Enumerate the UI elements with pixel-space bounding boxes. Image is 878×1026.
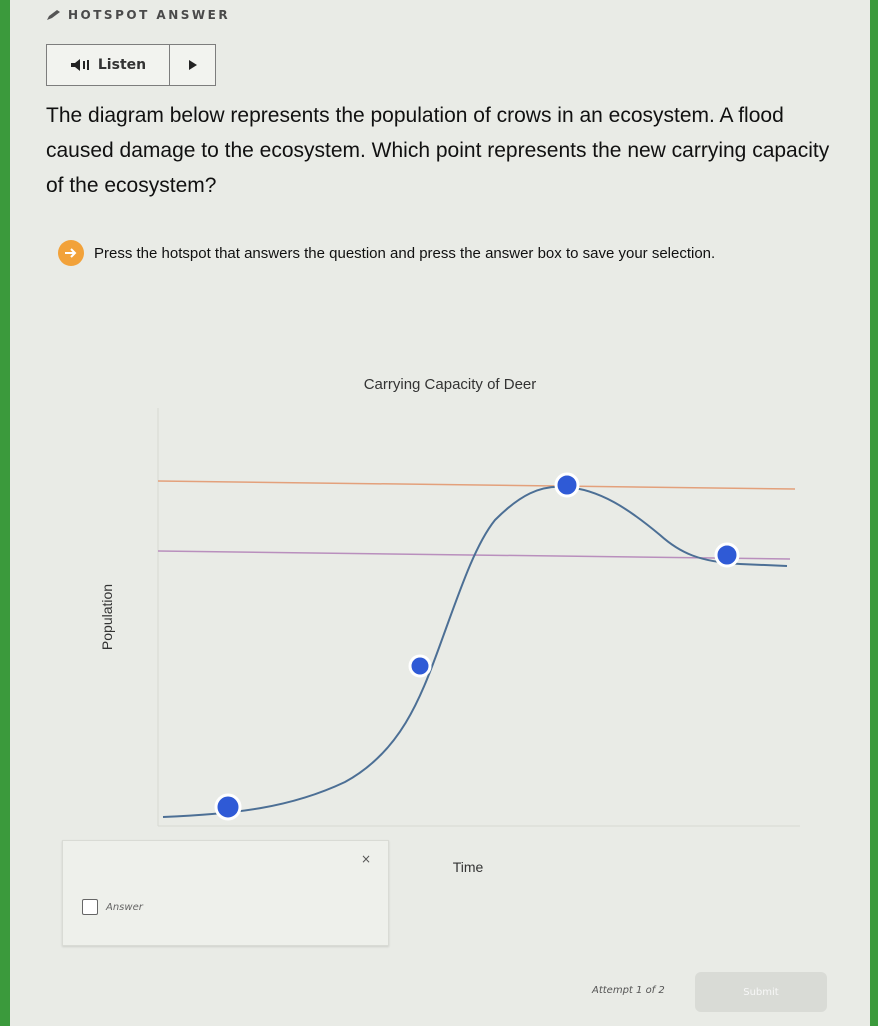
close-icon[interactable]: ×: [361, 852, 372, 866]
y-axis-label: Population: [99, 583, 115, 651]
instruction-text: Press the hotspot that answers the question and press the answer box to save your selection.: [94, 244, 716, 262]
attempt-counter: Attempt 1 of 2: [592, 985, 665, 996]
question-text: The diagram below represents the population of crows in an ecosystem. A flood caused damage to the ecosystem. Which point represents the new carrying capacity of the ecosystem?: [46, 104, 830, 197]
answer-checkbox[interactable]: [82, 899, 98, 915]
listen-label: Listen: [97, 57, 147, 73]
hotspot-point-d[interactable]: [716, 544, 738, 566]
hotspot-point-b[interactable]: [410, 656, 430, 676]
hotspot-point-a[interactable]: [216, 795, 240, 819]
answer-label: Answer: [106, 901, 143, 913]
population-curve: [163, 487, 787, 817]
question-type-label: HOTSPOT ANSWER: [68, 8, 231, 22]
answer-option[interactable]: [82, 899, 143, 915]
chart-title: Carrying Capacity of Deer: [363, 376, 537, 393]
answer-box[interactable]: [62, 840, 389, 946]
x-axis-label: Time: [452, 859, 484, 875]
hotspot-point-c[interactable]: [556, 474, 578, 496]
submit-button[interactable]: Submit: [695, 972, 827, 1012]
upper-capacity-line: [158, 481, 795, 489]
